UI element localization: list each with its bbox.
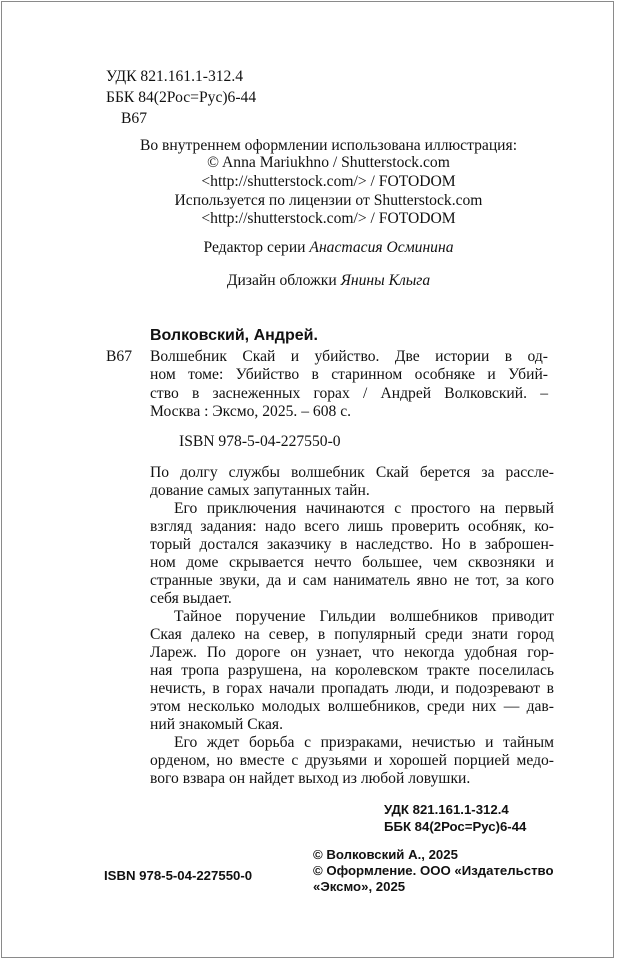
annotation-p1-l1: По долгу службы волшебник Скай берется за рассле- bbox=[150, 464, 554, 481]
copyright-author: © Волковский А., 2025 bbox=[313, 847, 458, 862]
annotation-p3-l4: ная тропа разрушена, на королевском тракте поселилась bbox=[150, 662, 554, 679]
annotation-p3-l1: Тайное поручение Гильдии волшебников приводит bbox=[174, 608, 554, 625]
annotation-p2-l3: торый достался заказчику в наследство. Но в заброшен- bbox=[150, 536, 554, 553]
catalog-code: В67 bbox=[106, 348, 132, 365]
author-code-top: В67 bbox=[121, 110, 147, 127]
credits-line-5: <http://shutterstock.com/> / FOTODOM bbox=[201, 210, 456, 227]
annotation-p1-l2: дование самых запутанных тайн. bbox=[150, 482, 370, 499]
cover-design-prefix: Дизайн обложки bbox=[226, 272, 337, 289]
annotation-p3-l7: ний знакомый Ская. bbox=[150, 716, 283, 733]
catalog-line-2: ном томе: Убийство в старинном особняке и Убий- bbox=[150, 366, 548, 383]
annotation-p4-l3: вого взвара он найдет выход из любой ловушки. bbox=[150, 770, 471, 787]
copyright-design-1: © Оформление. ООО «Издательство bbox=[313, 863, 554, 878]
series-editor-name: Анастасия Осминина bbox=[309, 239, 454, 256]
annotation-p2-l5: странные звуки, да и сам наниматель явно не тот, за кого bbox=[150, 572, 554, 589]
series-editor-prefix: Редактор серии bbox=[203, 239, 306, 256]
catalog-line-3: ство в заснеженных горах / Андрей Волковский. – bbox=[150, 385, 548, 402]
cover-design bbox=[60, 271, 597, 291]
annotation-p4-l1: Его ждет борьба с призраками, нечистью и тайным bbox=[174, 734, 554, 751]
credits-line-2: © Anna Mariukhno / Shutterstock.com bbox=[207, 154, 450, 171]
series-editor bbox=[60, 238, 597, 258]
cover-design-name: Янины Клыга bbox=[340, 272, 431, 289]
catalog-author: Волковский, Андрей. bbox=[150, 327, 318, 344]
annotation-p2-l1: Его приключения начинаются с простого на первый bbox=[174, 500, 554, 517]
annotation-p4-l2: орденом, но вместе с друзьями и хорошей порцией медо- bbox=[150, 752, 554, 769]
annotation-p3-l6: этом несколько молодых волшебников, среди них — дав- bbox=[150, 698, 554, 715]
udk-bottom: УДК 821.161.1-312.4 bbox=[384, 802, 509, 817]
catalog-line-1: Волшебник Скай и убийство. Две истории в од- bbox=[150, 348, 548, 365]
isbn-bottom: ISBN 978-5-04-227550-0 bbox=[104, 868, 253, 883]
bbk-top: ББК 84(2Рос=Рус)6-44 bbox=[106, 89, 257, 106]
copyright-design-2: «Эксмо», 2025 bbox=[313, 879, 406, 894]
udk-top: УДК 821.161.1-312.4 bbox=[106, 68, 244, 85]
annotation-p2-l4: ном доме скрывается нечто большее, чем сквозняки и bbox=[150, 554, 554, 571]
credits-line-3: <http://shutterstock.com/> / FOTODOM bbox=[201, 173, 456, 190]
annotation-p3-l2: Ская далеко на север, в популярный среди знати город bbox=[150, 626, 554, 643]
annotation-p3-l3: Лареж. По дороге он узнает, что некогда удобная гор- bbox=[150, 644, 554, 661]
annotation-p2-l6: себя выдает. bbox=[150, 590, 232, 607]
catalog-line-4: Москва : Эксмо, 2025. – 608 с. bbox=[150, 403, 352, 420]
bbk-bottom: ББК 84(2Рос=Рус)6-44 bbox=[384, 819, 527, 834]
credits-line-1: Во внутреннем оформлении использована иллюстрация: bbox=[139, 137, 518, 154]
annotation-p2-l2: взгляд задания: надо всего лишь проверить особняк, ко- bbox=[150, 518, 554, 535]
annotation-p3-l5: нечисть, в горах начали пропадать люди, и подозревают в bbox=[150, 680, 554, 697]
credits-line-4: Используется по лицензии от Shutterstock.com bbox=[174, 192, 483, 209]
catalog-isbn: ISBN 978-5-04-227550-0 bbox=[179, 433, 341, 450]
